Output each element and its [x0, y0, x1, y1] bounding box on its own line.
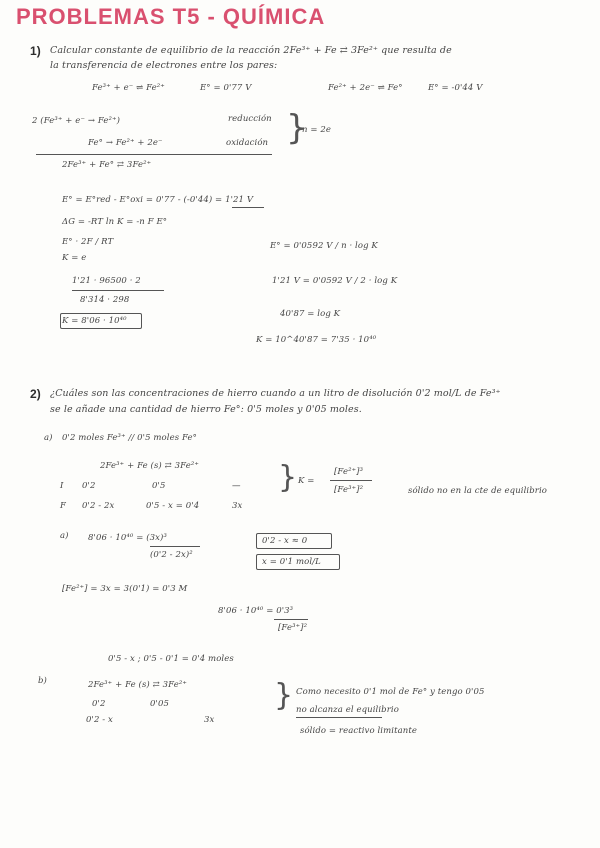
k-result-box — [60, 313, 142, 329]
curly-brace-icon: } — [286, 108, 308, 148]
fraction-bar — [72, 290, 164, 291]
part-b-note-1: Como necesito 0'1 mol de Fe° y tengo 0'05 — [296, 687, 485, 697]
part-b-equation: 2Fe³⁺ + Fe (s) ⇄ 3Fe²⁺ — [88, 680, 187, 690]
problem-2-number: 2) — [30, 387, 41, 401]
part-a-heading: 0'2 moles Fe³⁺ // 0'5 moles Fe° — [62, 433, 197, 443]
part-a-label: a) — [44, 433, 53, 443]
part-a2-bar — [150, 546, 200, 547]
exponent-expression: E° · 2F / RT — [62, 237, 114, 247]
potential-pair-1: E° = 0'77 V — [200, 83, 252, 93]
page-title: PROBLEMAS T5 - QUÍMICA — [16, 4, 326, 29]
part-b-label: b) — [38, 676, 47, 686]
nernst-equation: E° = 0'0592 V / n · log K — [270, 241, 378, 251]
part-a2-denominator: (0'2 - 2x)² — [150, 550, 193, 560]
k-expression-denominator: [Fe³⁺]² — [334, 485, 364, 495]
initial-row-label: I — [60, 481, 64, 491]
k-alternate-result: K = 10^40'87 = 7'35 · 10⁴⁰ — [256, 335, 377, 345]
half-reaction-pair-2: Fe²⁺ + 2e⁻ ⇌ Fe° — [328, 83, 403, 93]
fraction-numerator: 1'21 · 96500 · 2 — [72, 276, 141, 286]
reduction-half-reaction: 2 (Fe³⁺ + e⁻ → Fe²⁺) — [32, 116, 121, 126]
curly-brace-icon: } — [278, 460, 298, 495]
reduction-label: reducción — [228, 114, 272, 124]
part-a2-label: a) — [60, 531, 69, 541]
part-b-initial-fe3: 0'2 — [92, 699, 106, 709]
k-check-bar — [274, 619, 308, 620]
overall-reaction: 2Fe³⁺ + Fe° ⇄ 3Fe²⁺ — [62, 160, 152, 170]
k-symbol: K = — [298, 476, 315, 486]
nernst-substitution: 1'21 V = 0'0592 V / 2 · log K — [272, 276, 398, 286]
fe2-concentration: [Fe²⁺] = 3x = 3(0'1) = 0'3 M — [62, 584, 188, 594]
x-value: x = 0'1 mol/L — [262, 557, 321, 567]
k-expression-bar — [330, 480, 372, 481]
gibbs-relation: ΔG = -RT ln K = -n F E° — [62, 217, 168, 227]
final-fe: 0'5 - x = 0'4 — [146, 501, 200, 511]
fraction-denominator: 8'314 · 298 — [80, 295, 130, 305]
cell-potential: E° = E°red - E°oxi = 0'77 - (-0'44) = 1'21 V — [62, 195, 254, 205]
initial-fe2: — — [232, 481, 241, 491]
k-check-denominator: [Fe³⁺]² — [278, 623, 308, 633]
solid-note: sólido no en la cte de equilibrio — [408, 486, 547, 496]
final-fe2: 3x — [232, 501, 243, 511]
sum-rule — [36, 154, 272, 155]
k-expression-numerator: [Fe²⁺]³ — [334, 467, 364, 477]
part-b-note-2: no alcanza el equilibrio — [296, 705, 399, 715]
approximation: 0'2 - x ≈ 0 — [262, 536, 308, 546]
part-b-final-fe2: 3x — [204, 715, 215, 725]
problem-1-statement-line-2: la transferencia de electrones entre los pares: — [50, 60, 278, 71]
part-b-note-2-underline — [296, 717, 382, 718]
log-k-value: 40'87 = log K — [280, 309, 341, 319]
final-row-label: F — [60, 501, 66, 511]
cell-potential-underline — [232, 207, 264, 208]
initial-fe: 0'5 — [152, 481, 166, 491]
potential-pair-2: E° = -0'44 V — [428, 83, 483, 93]
part-a-equation: 2Fe³⁺ + Fe (s) ⇄ 3Fe²⁺ — [100, 461, 199, 471]
problem-2-statement-line-2: se le añade una cantidad de hierro Fe°: 0'5 moles y 0'05 moles. — [50, 404, 362, 415]
half-reaction-pair-1: Fe³⁺ + e⁻ ⇌ Fe²⁺ — [92, 83, 165, 93]
part-b-final-fe3: 0'2 - x — [86, 715, 113, 725]
oxidation-half-reaction: Fe° → Fe²⁺ + 2e⁻ — [88, 138, 163, 148]
problem-1-statement-line-1: Calcular constante de equilibrio de la reacción 2Fe³⁺ + Fe ⇄ 3Fe²⁺ que resulta de — [50, 45, 452, 56]
k-result: K = 8'06 · 10⁴⁰ — [62, 316, 127, 326]
electrons-exchanged: n = 2e — [302, 125, 332, 135]
initial-fe3: 0'2 — [82, 481, 96, 491]
part-b-note-3: sólido = reactivo limitante — [300, 726, 417, 736]
final-fe3: 0'2 - 2x — [82, 501, 115, 511]
k-exponential: K = e — [62, 253, 87, 263]
moles-remaining: 0'5 - x ; 0'5 - 0'1 = 0'4 moles — [108, 654, 234, 664]
oxidation-label: oxidación — [226, 138, 269, 148]
part-a2-numerator: 8'06 · 10⁴⁰ = (3x)³ — [88, 533, 167, 543]
k-check-numerator: 8'06 · 10⁴⁰ = 0'3³ — [218, 606, 294, 616]
part-b-initial-fe: 0'05 — [150, 699, 169, 709]
problem-2-statement-line-1: ¿Cuáles son las concentraciones de hierro cuando a un litro de disolución 0'2 mol/L de Fe³⁺ — [50, 388, 501, 399]
problem-1-number: 1) — [30, 44, 41, 58]
curly-brace-icon: } — [274, 678, 294, 713]
